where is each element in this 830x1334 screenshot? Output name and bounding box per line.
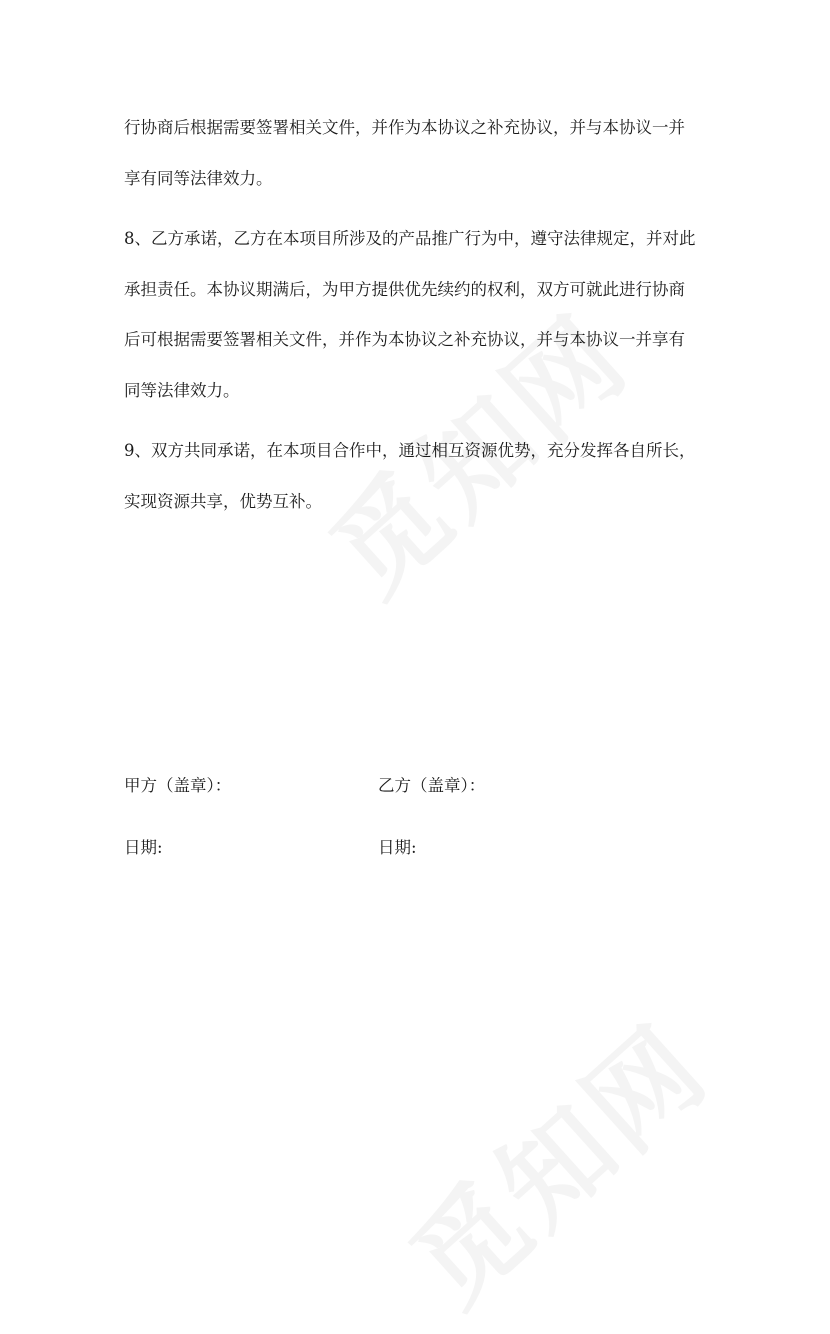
text-line: 承担责任。本协议期满后，为甲方提供优先续约的权利，双方可就此进行协商 (124, 279, 685, 299)
text-line: 后可根据需要签署相关文件，并作为本协议之补充协议，并与本协议一并享有 (124, 330, 685, 349)
text-line: 享有同等法律效力。 (124, 168, 273, 188)
text-line: 8、乙方承诺，乙方在本项目所涉及的产品推广行为中，遵守法律规定，并对此 (124, 229, 696, 248)
text-line: 实现资源共享，优势互补。 (124, 491, 322, 511)
clause-8-paragraph (124, 214, 714, 416)
party-a-seal-label: 甲方（盖章）： (124, 776, 232, 795)
party-a-date-label: 日期: (124, 838, 163, 857)
continuation-paragraph (124, 103, 714, 204)
party-b-date-label: 日期: (378, 838, 417, 857)
text-line: 9、双方共同承诺，在本项目合作中，通过相互资源优势，充分发挥各自所长， (124, 441, 696, 460)
contract-body (124, 103, 714, 527)
text-line: 行协商后根据需要签署相关文件，并作为本协议之补充协议，并与本协议一并 (124, 118, 685, 137)
clause-9-paragraph (124, 426, 714, 527)
text-line: 同等法律效力。 (124, 380, 240, 400)
watermark (372, 984, 736, 1334)
party-b-seal-label: 乙方（盖章）： (378, 776, 486, 795)
